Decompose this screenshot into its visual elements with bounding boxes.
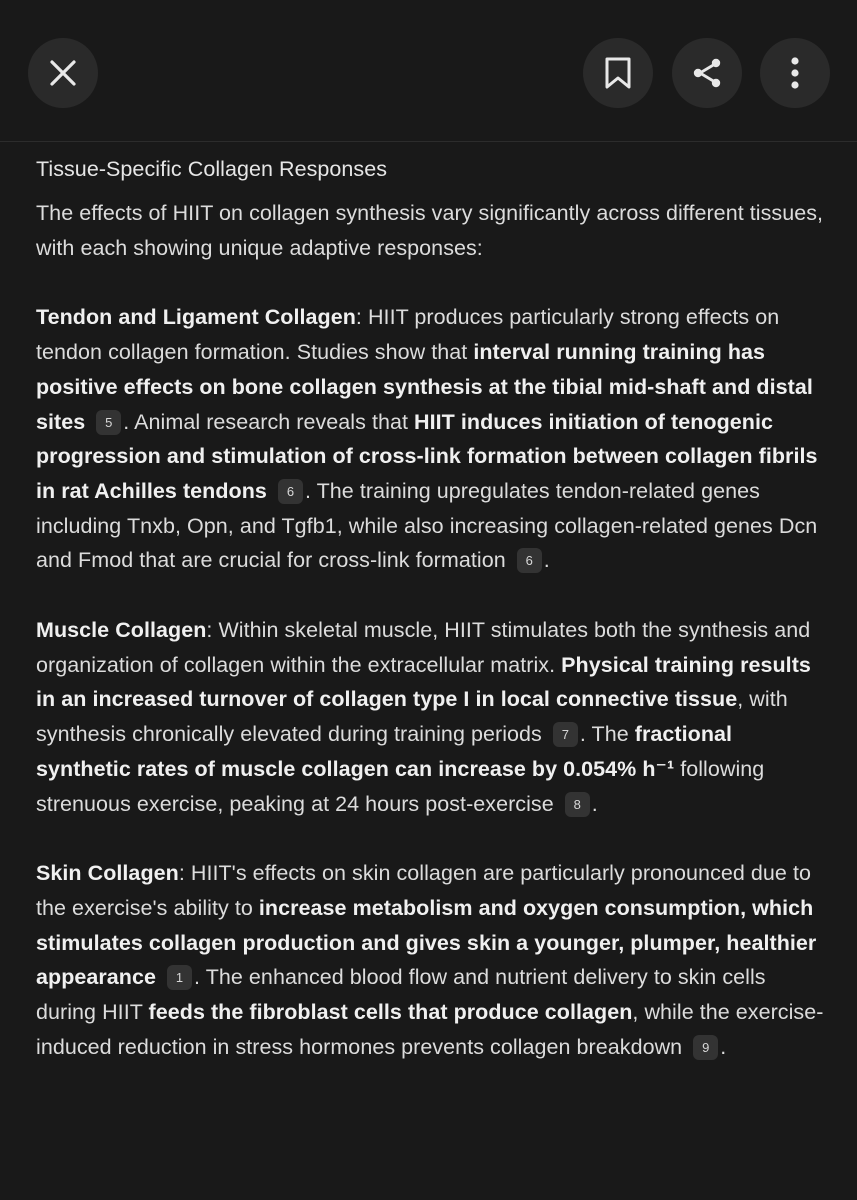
section-heading: Tissue-Specific Collagen Responses — [36, 157, 388, 181]
share-button[interactable] — [672, 38, 742, 108]
citation-badge[interactable]: 9 — [693, 1035, 718, 1060]
text-span: . — [591, 791, 598, 816]
tendon-label: Tendon and Ligament Collagen — [36, 305, 356, 330]
text-span: : HIIT produces particularly strong effects on tendon collagen formation. Studies show that — [36, 305, 780, 365]
bookmark-button[interactable] — [583, 38, 653, 108]
bold-span: increase metabolism and oxygen consumption, which stimulates collagen production and gives skin a younger, plumper, healthier appearance — [36, 895, 817, 990]
bold-span: interval running training has positive effects on bone collagen synthesis at the tibial mid-shaft and distal sites — [36, 340, 813, 434]
text-span: . The enhanced blood flow and nutrient delivery to skin cells during HIIT — [36, 965, 766, 1025]
citation-badge[interactable]: 7 — [553, 722, 578, 747]
text-span: , with synthesis chronically elevated during training periods — [36, 687, 788, 747]
text-span: , while the exercise-induced reduction in stress hormones prevents collagen breakdown — [36, 1000, 824, 1059]
text-span: . The — [579, 722, 635, 747]
more-options-button[interactable] — [760, 38, 830, 108]
share-icon — [691, 57, 723, 89]
text-span: . The training upregulates tendon-related genes including Tnxb, Opn, and Tgfb1, while also increasing collagen-related genes Dcn and Fmod that are crucial for cross-link formation — [36, 478, 818, 573]
muscle-label: Muscle Collagen — [36, 618, 207, 643]
bold-span: HIIT induces initiation of tenogenic progression and stimulation of cross-link formation between collagen fibrils in rat Achilles tendons — [36, 409, 818, 503]
text-span: : HIIT's effects on skin collagen are particularly pronounced due to the exercise's ability to — [36, 861, 811, 920]
top-toolbar — [0, 0, 857, 142]
citation-badge[interactable]: 6 — [278, 479, 303, 504]
tendon-paragraph — [36, 300, 826, 578]
text-span: . Animal research reveals that — [123, 409, 415, 434]
intro-paragraph: The effects of HIIT on collagen synthesis vary significantly across different tissues, with each showing unique adaptive responses: — [36, 201, 824, 260]
citation-badge[interactable]: 1 — [167, 965, 192, 990]
bold-span: Physical training results in an increased turnover of collagen type I in local connective tissue — [36, 652, 811, 712]
skin-label: Skin Collagen — [36, 861, 179, 886]
citation-badge[interactable]: 6 — [517, 548, 542, 573]
bookmark-icon — [604, 56, 632, 90]
text-span: . — [543, 548, 550, 573]
close-icon — [49, 59, 77, 87]
article-body — [36, 152, 826, 1099]
citation-badge[interactable]: 5 — [96, 410, 121, 435]
text-span: . — [720, 1034, 727, 1059]
close-button[interactable] — [28, 38, 98, 108]
muscle-paragraph — [36, 613, 826, 821]
skin-paragraph — [36, 856, 826, 1064]
bold-span: feeds the fibroblast cells that produce collagen — [148, 1000, 633, 1025]
text-span: : Within skeletal muscle, HIIT stimulates both the synthesis and organization of collagen within the extracellular matrix. — [36, 618, 811, 677]
more-vertical-icon — [790, 56, 800, 90]
bold-span: fractional synthetic rates of muscle collagen can increase by 0.054% h⁻¹ — [36, 722, 733, 781]
text-span: following strenuous exercise, peaking at 24 hours post-exercise — [36, 756, 765, 816]
citation-badge[interactable]: 8 — [565, 792, 590, 817]
